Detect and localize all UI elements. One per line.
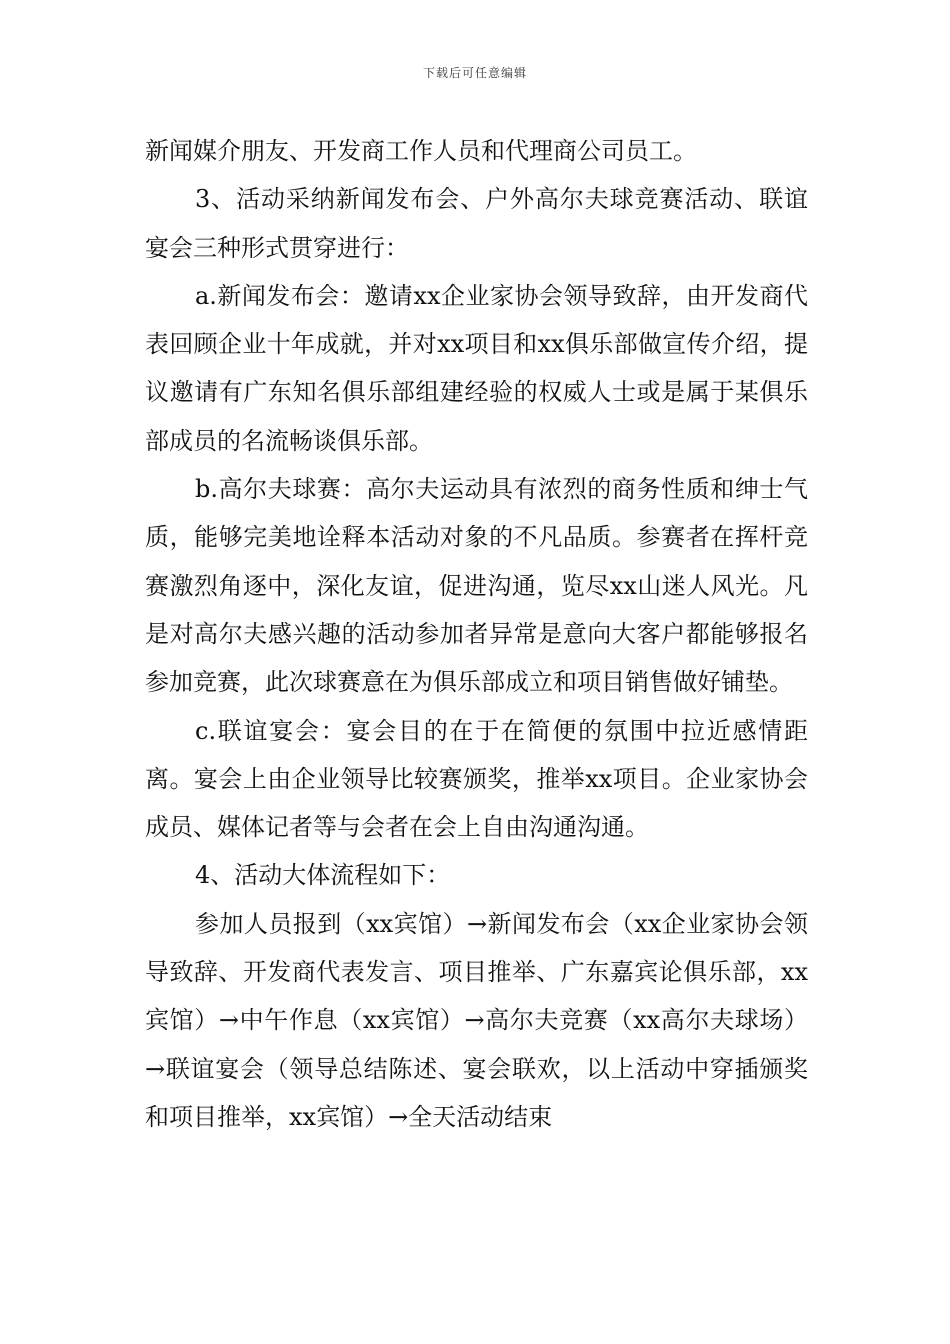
paragraph-flow-details: 参加人员报到（xx宾馆）→新闻发布会（xx企业家协会领导致辞、开发商代表发言、项目推举、广东嘉宾论俱乐部，xx宾馆）→中午作息（xx宾馆）→高尔夫竞赛（xx高尔夫球场）→联谊宴会（领导总结陈述、宴会联欢，以上活动中穿插颁奖和项目推举，xx宾馆）→全天活动结束 [145, 909, 808, 1131]
document-body [145, 127, 808, 1141]
paragraph-golf-tournament: b.高尔夫球赛：高尔夫运动具有浓烈的商务性质和绅士气质，能够完美地诠释本活动对象的不凡品质。参赛者在挥杆竞赛激烈角逐中，深化友谊，促进沟通，览尽xx山迷人风光。凡是对高尔夫感兴趣的活动参加者异常是意向大客户都能够报名参加竞赛，此次球赛意在为俱乐部成立和项目销售做好铺垫。 [145, 475, 808, 697]
paragraph-banquet: c.联谊宴会：宴会目的在于在简便的氛围中拉近感情距离。宴会上由企业领导比较赛颁奖，推举xx项目。企业家协会成员、媒体记者等与会者在会上自由沟通沟通。 [145, 716, 808, 842]
paragraph-attendees: 新闻媒介朋友、开发商工作人员和代理商公司员工。 [145, 137, 697, 165]
paragraph-press-conference: a.新闻发布会：邀请xx企业家协会领导致辞，由开发商代表回顾企业十年成就，并对xx项目和xx俱乐部做宣传介绍，提议邀请有广东知名俱乐部组建经验的权威人士或是属于某俱乐部成员的名流畅谈俱乐部。 [145, 281, 808, 455]
page-header-note: 下载后可任意编辑 [422, 66, 527, 80]
paragraph-activity-forms: 3、活动采纳新闻发布会、户外高尔夫球竞赛活动、联谊宴会三种形式贯穿进行： [145, 185, 808, 262]
paragraph-flow-heading: 4、活动大体流程如下： [195, 861, 451, 890]
